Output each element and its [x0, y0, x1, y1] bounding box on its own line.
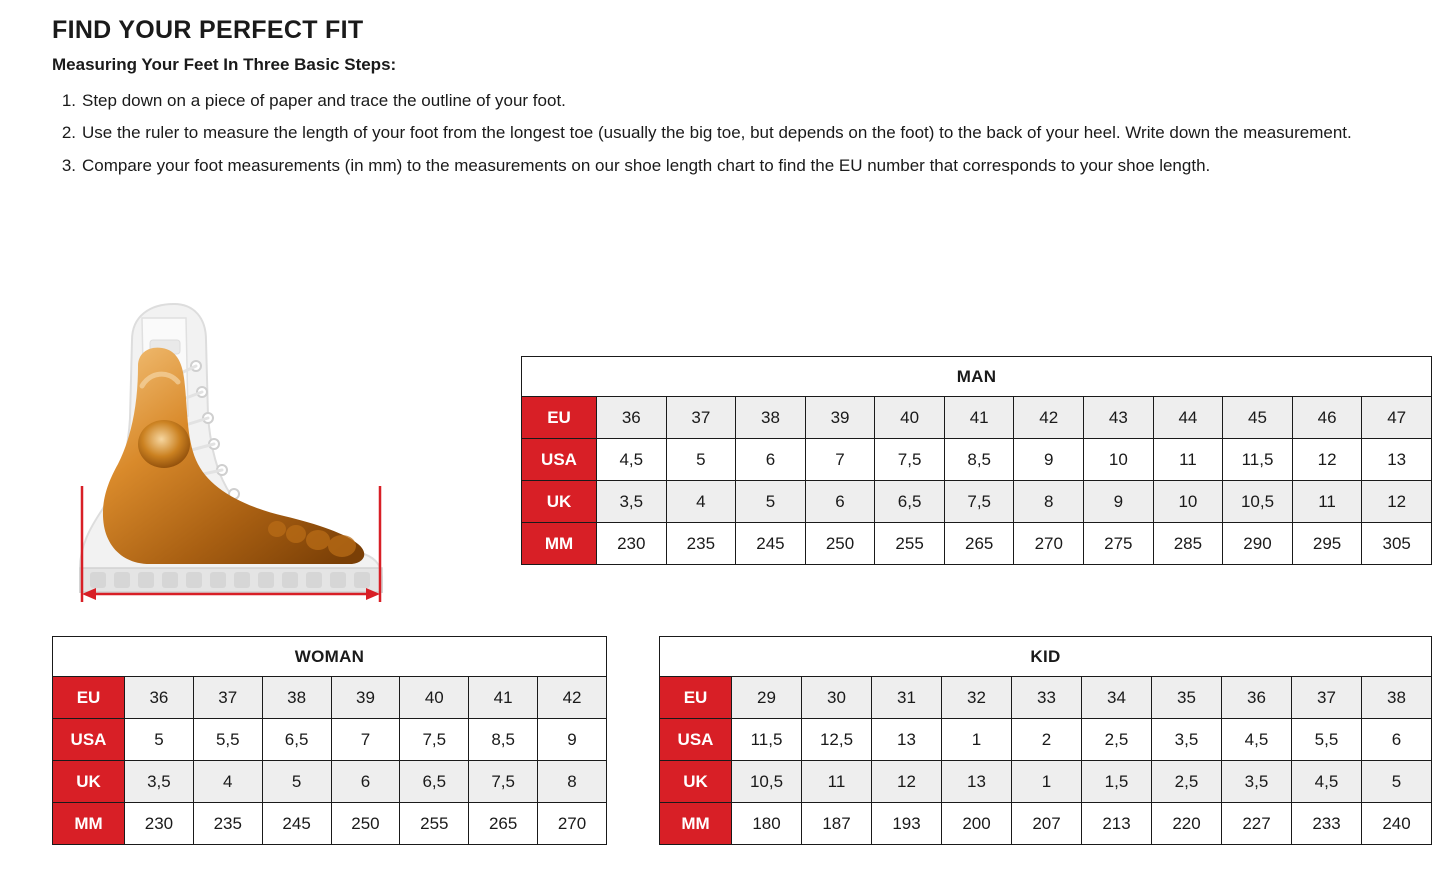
woman-size-table: [52, 636, 607, 845]
table-cell: 4,5: [597, 439, 667, 481]
table-cell: 42: [1014, 397, 1084, 439]
table-cell: 5: [666, 439, 736, 481]
table-cell: 7: [805, 439, 875, 481]
table-cell: 10: [1153, 481, 1223, 523]
table-row: [522, 357, 1432, 397]
table-cell: 1: [1012, 761, 1082, 803]
table-cell: 11,5: [732, 719, 802, 761]
table-row: [522, 439, 1432, 481]
table-cell: 3,5: [1152, 719, 1222, 761]
boot-illustration: [46, 296, 416, 616]
table-cell: 13: [1362, 439, 1432, 481]
table-cell: 10,5: [1223, 481, 1293, 523]
table-cell: 193: [872, 803, 942, 845]
table-cell: 36: [125, 677, 194, 719]
row-label-mm: MM: [53, 803, 125, 845]
table-cell: 245: [262, 803, 331, 845]
table-cell: 6,5: [262, 719, 331, 761]
table-cell: 2,5: [1152, 761, 1222, 803]
man-size-table-container: [521, 356, 1432, 565]
table-cell: 7,5: [400, 719, 469, 761]
row-label-uk: UK: [53, 761, 125, 803]
table-row: [660, 637, 1432, 677]
woman-table-title: WOMAN: [53, 637, 607, 677]
table-cell: 250: [331, 803, 400, 845]
table-cell: 265: [944, 523, 1014, 565]
table-cell: 6: [1362, 719, 1432, 761]
table-cell: 39: [805, 397, 875, 439]
table-cell: 207: [1012, 803, 1082, 845]
table-cell: 13: [942, 761, 1012, 803]
foot-icon: [103, 348, 364, 564]
table-cell: 220: [1152, 803, 1222, 845]
table-row: [522, 397, 1432, 439]
table-row: [660, 719, 1432, 761]
table-cell: 11,5: [1223, 439, 1293, 481]
table-cell: 5,5: [193, 719, 262, 761]
table-cell: 12,5: [802, 719, 872, 761]
table-cell: 8: [538, 761, 607, 803]
row-label-eu: EU: [660, 677, 732, 719]
table-cell: 9: [1014, 439, 1084, 481]
table-cell: 31: [872, 677, 942, 719]
table-cell: 270: [1014, 523, 1084, 565]
table-cell: 213: [1082, 803, 1152, 845]
table-cell: 7,5: [944, 481, 1014, 523]
table-cell: 11: [802, 761, 872, 803]
table-cell: 230: [125, 803, 194, 845]
table-cell: 6,5: [400, 761, 469, 803]
table-cell: 255: [400, 803, 469, 845]
table-cell: 3,5: [125, 761, 194, 803]
row-label-usa: USA: [660, 719, 732, 761]
list-item: [52, 154, 1432, 177]
table-cell: 250: [805, 523, 875, 565]
kid-table-title: KID: [660, 637, 1432, 677]
table-cell: 36: [597, 397, 667, 439]
table-cell: 200: [942, 803, 1012, 845]
table-cell: 38: [736, 397, 806, 439]
woman-size-table-container: [52, 636, 607, 845]
table-cell: 235: [666, 523, 736, 565]
table-row: [522, 481, 1432, 523]
table-row: [522, 523, 1432, 565]
table-cell: 270: [538, 803, 607, 845]
row-label-mm: MM: [522, 523, 597, 565]
table-cell: 7: [331, 719, 400, 761]
table-cell: 5: [262, 761, 331, 803]
table-cell: 4: [193, 761, 262, 803]
table-cell: 4,5: [1292, 761, 1362, 803]
table-cell: 29: [732, 677, 802, 719]
table-row: [53, 761, 607, 803]
steps-list: [52, 89, 1432, 177]
step-number: 1.: [61, 91, 76, 110]
table-cell: 44: [1153, 397, 1223, 439]
table-cell: 37: [666, 397, 736, 439]
table-cell: 10: [1084, 439, 1154, 481]
table-row: [53, 719, 607, 761]
table-cell: 35: [1152, 677, 1222, 719]
table-cell: 32: [942, 677, 1012, 719]
man-table-title: MAN: [522, 357, 1432, 397]
table-cell: 6,5: [875, 481, 945, 523]
intro-section: [52, 16, 1432, 186]
table-cell: 34: [1082, 677, 1152, 719]
table-cell: 7,5: [875, 439, 945, 481]
table-cell: 47: [1362, 397, 1432, 439]
step-text: Use the ruler to measure the length of your foot from the longest toe (usually the big toe, but depends on the foot) to the back of your heel. Write down the measurement.: [82, 123, 1352, 143]
table-cell: 4,5: [1222, 719, 1292, 761]
row-label-usa: USA: [522, 439, 597, 481]
table-cell: 37: [193, 677, 262, 719]
table-cell: 30: [802, 677, 872, 719]
row-label-uk: UK: [660, 761, 732, 803]
table-cell: 46: [1292, 397, 1362, 439]
man-size-table: [521, 356, 1432, 565]
table-cell: 42: [538, 677, 607, 719]
step-number: 2.: [61, 123, 76, 143]
table-cell: 8,5: [469, 719, 538, 761]
row-label-uk: UK: [522, 481, 597, 523]
boot-foot-svg: [46, 296, 416, 616]
table-cell: 180: [732, 803, 802, 845]
table-cell: 9: [538, 719, 607, 761]
table-cell: 295: [1292, 523, 1362, 565]
table-cell: 36: [1222, 677, 1292, 719]
table-cell: 45: [1223, 397, 1293, 439]
table-row: [53, 637, 607, 677]
table-cell: 290: [1223, 523, 1293, 565]
step-text: Compare your foot measurements (in mm) to the measurements on our shoe length chart to find the EU number that corresponds to your shoe length.: [82, 155, 1211, 175]
table-cell: 40: [400, 677, 469, 719]
step-text: Step down on a piece of paper and trace the outline of your foot.: [82, 91, 566, 110]
table-row: [660, 677, 1432, 719]
step-number: 3.: [61, 155, 76, 175]
table-cell: 6: [331, 761, 400, 803]
table-cell: 227: [1222, 803, 1292, 845]
kid-size-table-container: [659, 636, 1432, 845]
table-cell: 3,5: [597, 481, 667, 523]
table-cell: 33: [1012, 677, 1082, 719]
table-row: [53, 803, 607, 845]
table-cell: 255: [875, 523, 945, 565]
table-cell: 305: [1362, 523, 1432, 565]
table-cell: 12: [872, 761, 942, 803]
table-cell: 1,5: [1082, 761, 1152, 803]
table-cell: 187: [802, 803, 872, 845]
table-row: [53, 677, 607, 719]
table-cell: 39: [331, 677, 400, 719]
table-cell: 12: [1292, 439, 1362, 481]
table-cell: 38: [262, 677, 331, 719]
row-label-mm: MM: [660, 803, 732, 845]
table-cell: 40: [875, 397, 945, 439]
table-cell: 6: [736, 439, 806, 481]
table-cell: 11: [1153, 439, 1223, 481]
table-cell: 2,5: [1082, 719, 1152, 761]
table-cell: 5: [1362, 761, 1432, 803]
table-cell: 285: [1153, 523, 1223, 565]
table-cell: 235: [193, 803, 262, 845]
table-cell: 41: [469, 677, 538, 719]
list-item: [52, 121, 1432, 144]
table-cell: 240: [1362, 803, 1432, 845]
table-cell: 10,5: [732, 761, 802, 803]
row-label-usa: USA: [53, 719, 125, 761]
table-cell: 41: [944, 397, 1014, 439]
table-cell: 43: [1084, 397, 1154, 439]
table-cell: 1: [942, 719, 1012, 761]
table-row: [660, 761, 1432, 803]
row-label-eu: EU: [53, 677, 125, 719]
table-cell: 5: [736, 481, 806, 523]
table-cell: 5,5: [1292, 719, 1362, 761]
page-subtitle: Measuring Your Feet In Three Basic Steps:: [52, 55, 397, 74]
table-cell: 12: [1362, 481, 1432, 523]
list-item: [52, 89, 1432, 112]
table-cell: 8,5: [944, 439, 1014, 481]
table-cell: 6: [805, 481, 875, 523]
table-row: [660, 803, 1432, 845]
table-cell: 5: [125, 719, 194, 761]
table-cell: 245: [736, 523, 806, 565]
table-cell: 233: [1292, 803, 1362, 845]
row-label-eu: EU: [522, 397, 597, 439]
table-cell: 9: [1084, 481, 1154, 523]
kid-size-table: [659, 636, 1432, 845]
table-cell: 37: [1292, 677, 1362, 719]
table-cell: 230: [597, 523, 667, 565]
table-cell: 2: [1012, 719, 1082, 761]
table-cell: 7,5: [469, 761, 538, 803]
table-cell: 38: [1362, 677, 1432, 719]
table-cell: 11: [1292, 481, 1362, 523]
table-cell: 275: [1084, 523, 1154, 565]
table-cell: 4: [666, 481, 736, 523]
table-cell: 265: [469, 803, 538, 845]
table-cell: 8: [1014, 481, 1084, 523]
table-cell: 3,5: [1222, 761, 1292, 803]
page-title: FIND YOUR PERFECT FIT: [52, 16, 364, 44]
table-cell: 13: [872, 719, 942, 761]
